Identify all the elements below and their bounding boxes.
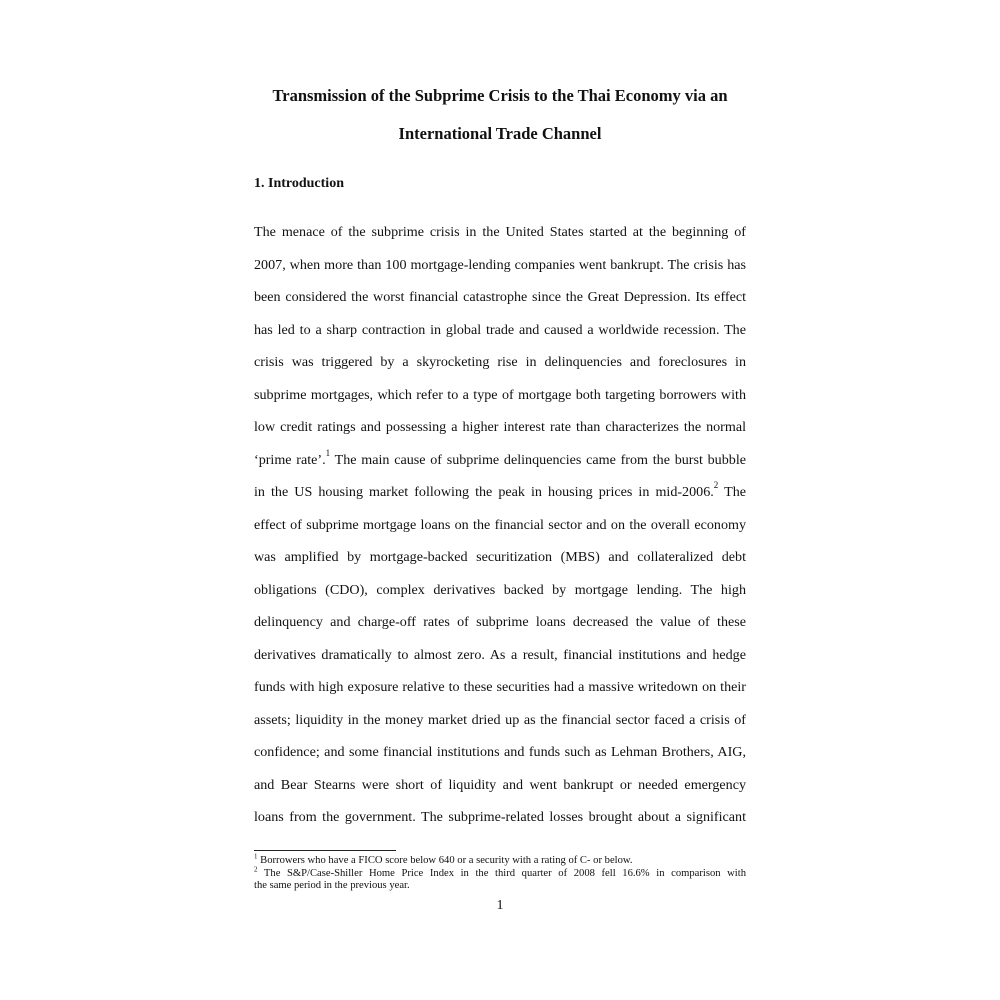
body-line — [254, 773, 746, 806]
body-line-text: assets; liquidity in the money market dried up as the financial sector faced a crisis of — [254, 711, 746, 728]
body-line-text: funds with high exposure relative to these securities had a massive writedown on their — [254, 679, 746, 695]
body-line-text: been considered the worst financial catastrophe since the Great Depression. Its effect — [254, 289, 746, 305]
body-line-text: was amplified by mortgage-backed securitization (MBS) and collateralized debt — [254, 549, 746, 565]
footnote-separator — [254, 850, 396, 851]
body-line — [254, 350, 746, 383]
footnote-reference[interactable]: 1 — [325, 447, 331, 458]
footnote-reference[interactable]: 2 — [713, 480, 719, 491]
page-number: 1 — [496, 898, 504, 913]
body-line-text: ‘prime rate’. — [254, 451, 326, 468]
footnote-marker: 2 — [254, 864, 258, 873]
footnote-text: The S&P/Case-Shiller Home Price Index in the third quarter of 2008 fell 16.6% in comparison with — [257, 867, 746, 879]
body-line — [254, 610, 746, 643]
footnote-line — [254, 864, 746, 881]
body-line-text: The main cause of subprime delinquencies came from the burst bubble — [330, 451, 746, 468]
body-line-text: in the US housing market following the peak in housing prices in mid-2006. — [254, 484, 714, 500]
body-line-text: obligations (CDO), complex derivatives backed by mortgage lending. The high — [254, 581, 746, 598]
body-line — [254, 513, 746, 546]
body-line — [254, 220, 746, 253]
body-line — [254, 578, 746, 611]
footnote-line — [254, 880, 746, 893]
body-line-text: 2007, when more than 100 mortgage-lending companies went bankrupt. The crisis has — [254, 256, 746, 273]
paper-title-line-2: International Trade Channel — [398, 124, 602, 143]
body-line — [254, 383, 746, 416]
body-line — [254, 480, 746, 513]
body-line-text: loans from the government. The subprime-related losses brought about a significant — [254, 809, 746, 825]
footnote-text: the same period in the previous year. — [254, 880, 410, 891]
body-line — [254, 448, 746, 481]
body-line-text: derivatives dramatically to almost zero. As a result, financial institutions and hedge — [254, 646, 746, 663]
footnote-marker: 1 — [254, 852, 258, 861]
body-line — [254, 318, 746, 351]
body-paragraph — [254, 220, 746, 838]
footnote-line — [254, 852, 746, 868]
body-line — [254, 545, 746, 578]
section-heading: 1. Introduction — [254, 176, 344, 191]
body-line — [254, 415, 746, 448]
body-line — [254, 708, 746, 741]
body-line-text: subprime mortgages, which refer to a type of mortgage both targeting borrowers with — [254, 386, 746, 403]
body-line — [254, 253, 746, 286]
body-line-text: The — [718, 484, 746, 500]
footnotes — [254, 852, 746, 893]
paper-title-line-1: Transmission of the Subprime Crisis to the Thai Economy via an — [272, 86, 728, 105]
body-line-text: effect of subprime mortgage loans on the financial sector and on the overall economy — [254, 516, 746, 533]
body-line-text: and Bear Stearns were short of liquidity and went bankrupt or needed emergency — [254, 776, 746, 793]
body-line-text: has led to a sharp contraction in global trade and caused a worldwide recession. The — [254, 321, 746, 338]
body-line-text: low credit ratings and possessing a higher interest rate than characterizes the normal — [254, 419, 746, 435]
body-line-text: delinquency and charge-off rates of subprime loans decreased the value of these — [254, 614, 746, 630]
body-line — [254, 285, 746, 318]
body-line — [254, 643, 746, 676]
body-line-text: The menace of the subprime crisis in the United States started at the beginning of — [254, 224, 746, 240]
body-line — [254, 675, 746, 708]
body-line — [254, 805, 746, 838]
body-line — [254, 740, 746, 773]
footnote-text: Borrowers who have a FICO score below 640 or a security with a rating of C- or below. — [257, 855, 633, 866]
body-line-text: crisis was triggered by a skyrocketing rise in delinquencies and foreclosures in — [254, 354, 746, 370]
body-line-text: confidence; and some financial institutions and funds such as Lehman Brothers, AIG, — [254, 744, 746, 760]
